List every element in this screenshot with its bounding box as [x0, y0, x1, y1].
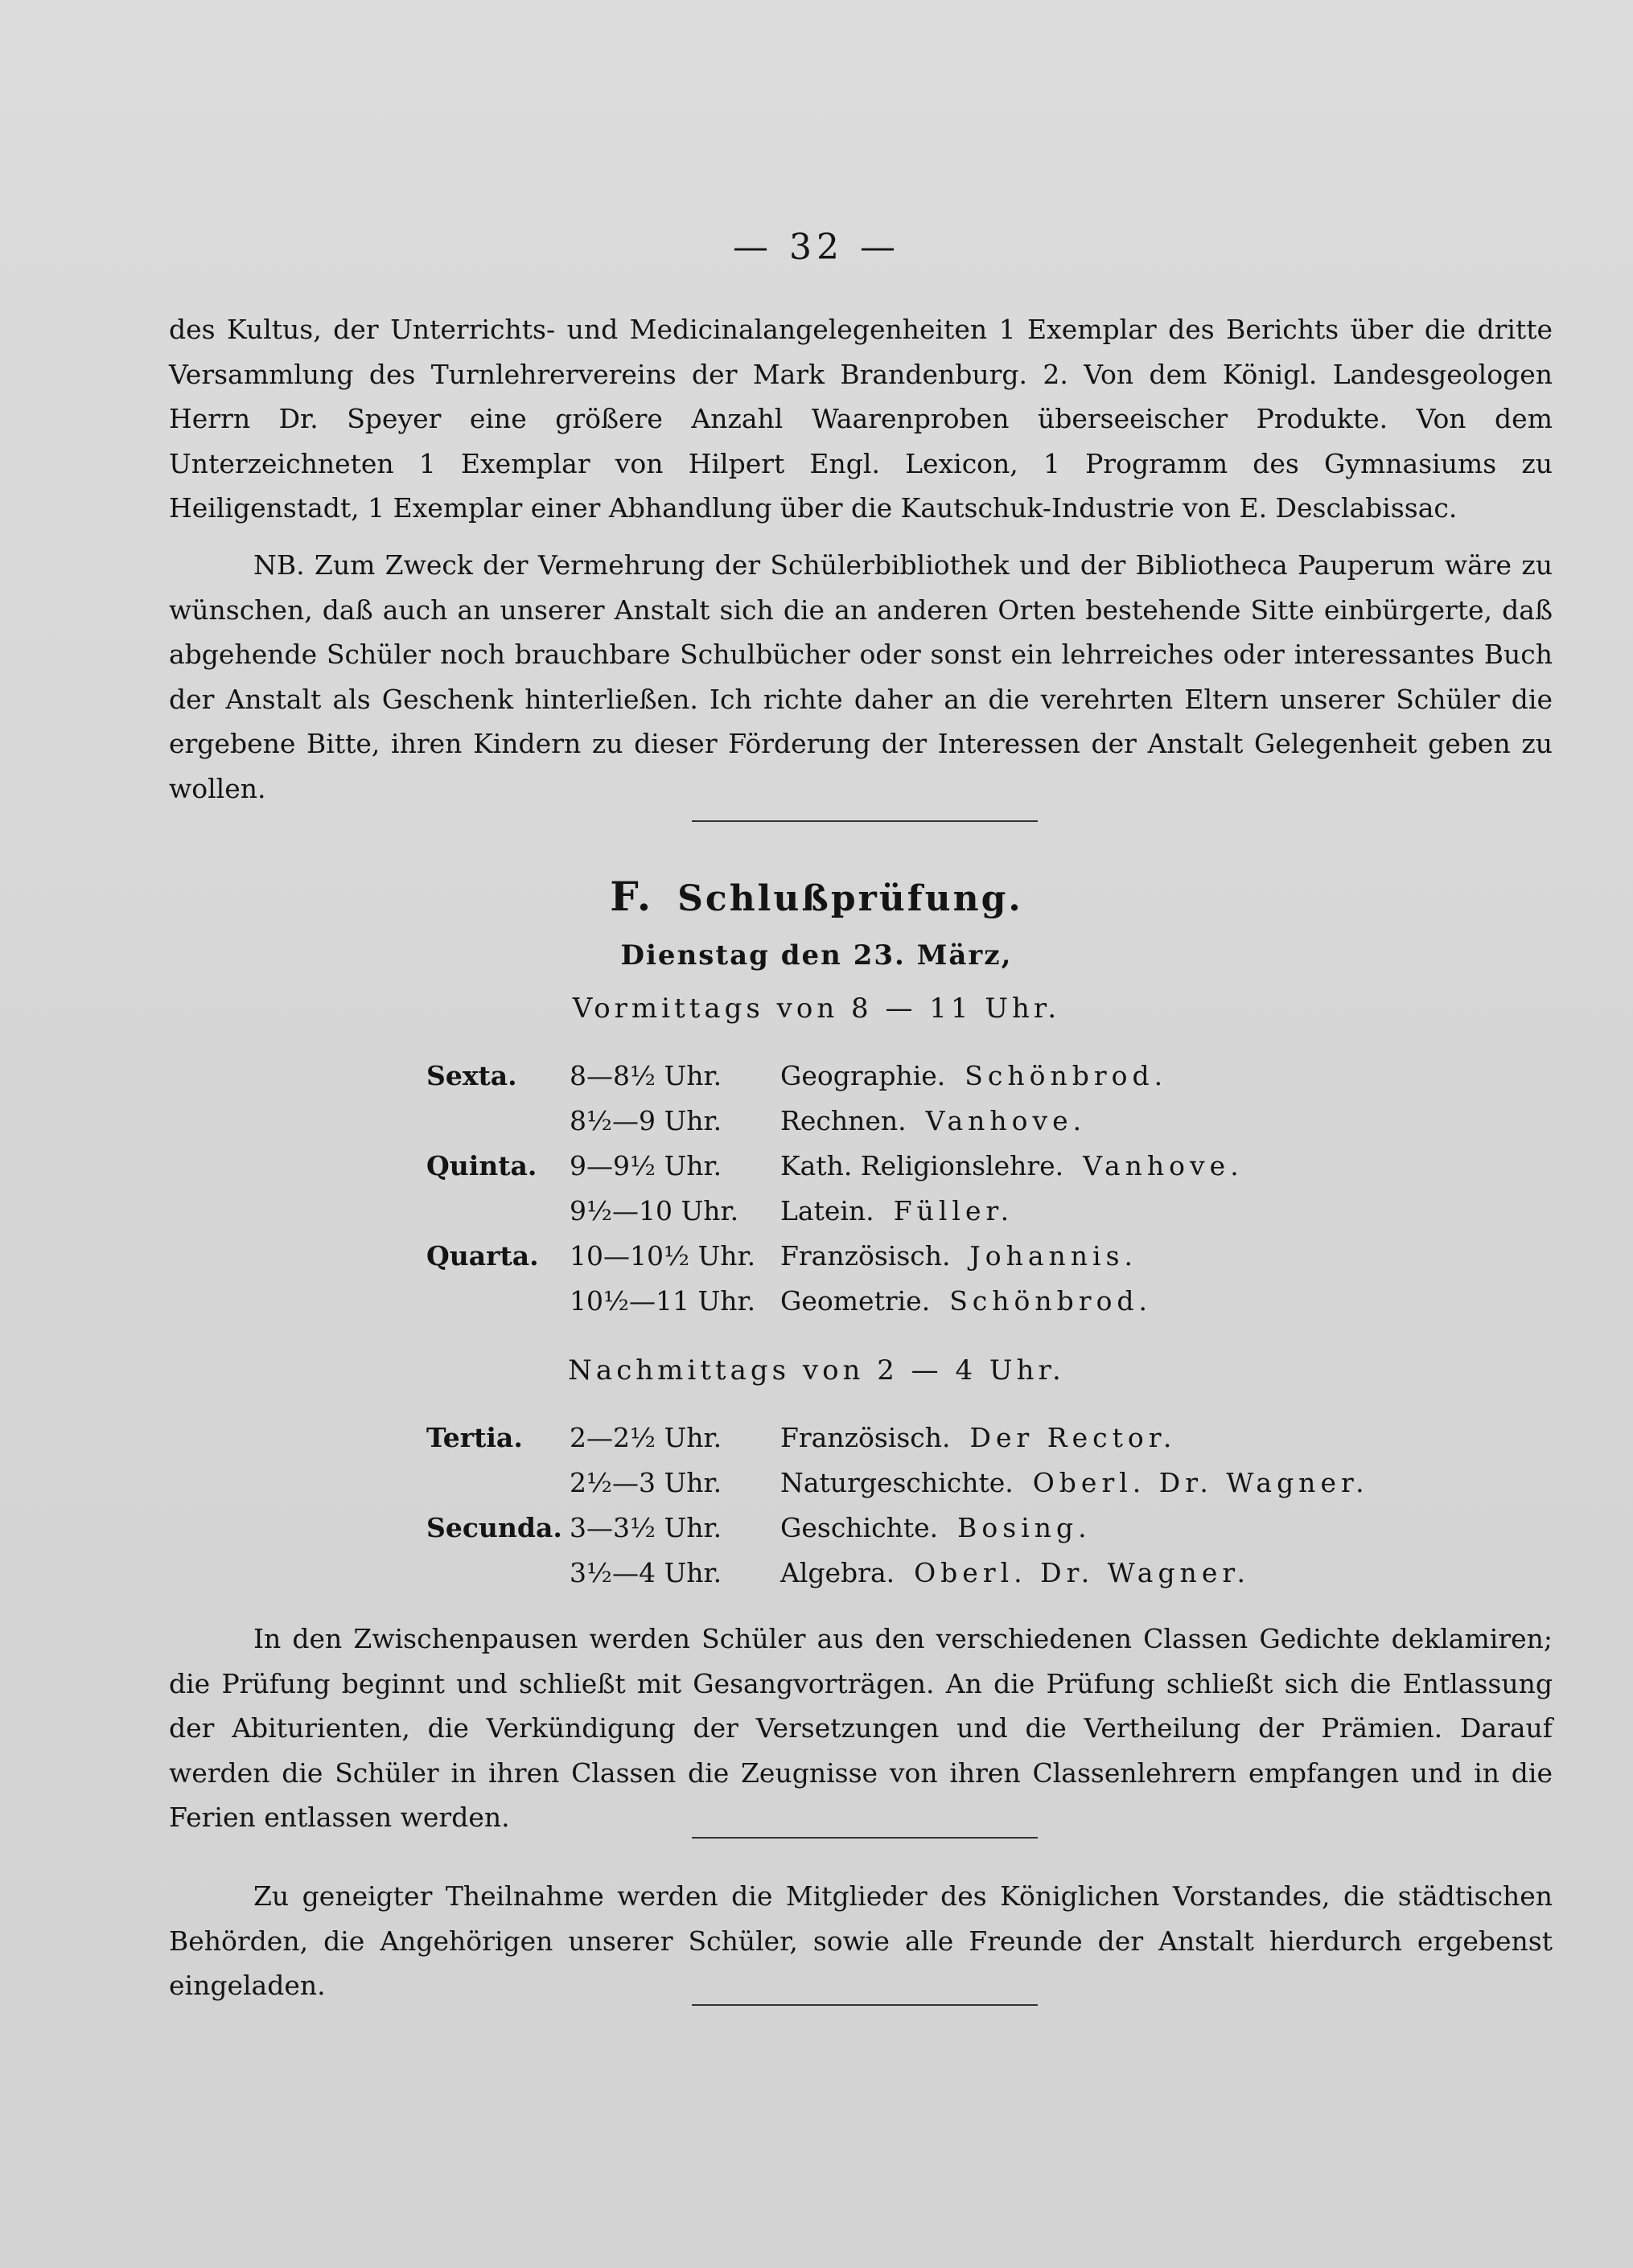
afternoon-heading: Nachmittags von 2 — 4 Uhr.: [568, 1354, 1065, 1387]
after-exam-text: In den Zwischenpausen werden Schüler aus den verschiedenen Classen Gedichte deklamiren; die Prüfung beginnt und schließt mit Gesangvorträgen. An die Prüfung schließt sich die Entlassung der Abiturienten, die Verkündigung der Versetzungen und die Vertheilung der Prämien. Darauf werden die Schüler in ihren Classen die Zeugnisse von ihren Classenlehrern empfangen und in die Ferien entlassen werden.: [169, 1623, 1553, 1833]
time-slot: 3—3½ Uhr.: [570, 1512, 722, 1543]
time-slot: 8½—9 Uhr.: [570, 1105, 722, 1136]
subject-cell: [780, 1415, 1176, 1461]
morning-heading: Vormittags von 8 — 11 Uhr.: [572, 992, 1061, 1025]
nb-text: NB. Zum Zweck der Vermehrung der Schülerbibliothek und der Bibliotheca Pauperum wäre zu wünschen, daß auch an unserer Anstalt sich die an anderen Orten bestehende Sitte einbürgerte, daß abgehende Schüler noch brauchbare Schulbücher oder sonst ein lehrreiches oder interessantes Buch der Anstalt als Geschenk hinterließen. Ich richte daher an die verehrten Eltern unserer Schüler die ergebene Bitte, ihren Kindern zu dieser Förderung der Interessen der Anstalt Gelegenheit geben zu wollen.: [169, 549, 1553, 804]
page-number: — 32 —: [733, 227, 900, 268]
teacher: Füller.: [893, 1195, 1014, 1226]
nb-paragraph: [169, 543, 1553, 811]
subject-cell: [780, 1189, 1014, 1234]
section-title-text: Schlußprüfung.: [677, 878, 1023, 919]
time-slot: 10½—11 Uhr.: [570, 1285, 756, 1317]
subject: Französisch.: [780, 1422, 951, 1453]
teacher: Der Rector.: [969, 1422, 1177, 1453]
time-slot: 9½—10 Uhr.: [570, 1195, 739, 1226]
subject: Kath. Religionslehre.: [780, 1150, 1064, 1181]
intro-text: des Kultus, der Unterrichts- und Medicinalangelegenheiten 1 Exemplar des Berichts über die dritte Versammlung des Turnlehrervereins der Mark Brandenburg. 2. Von dem Königl. Landesgeologen Herrn Dr. Speyer eine größere Anzahl Waarenproben überseeischer Produkte. Von dem Unterzeichneten 1 Exemplar von Hilpert Engl. Lexicon, 1 Programm des Gymnasiums zu Heiligenstadt, 1 Exemplar einer Abhandlung über die Kautschuk-Industrie von E. Desclabissac.: [169, 314, 1553, 524]
divider-rule: [692, 820, 1038, 822]
subject-cell: [780, 1506, 1092, 1551]
intro-paragraph: [169, 307, 1553, 531]
subject: Geschichte.: [780, 1512, 939, 1543]
time-slot: 8—8½ Uhr.: [570, 1060, 722, 1091]
class-name: Secunda.: [426, 1512, 562, 1543]
section-title: [0, 873, 1633, 920]
divider-rule: [692, 2004, 1038, 2006]
class-name: Tertia.: [426, 1422, 523, 1453]
subject-cell: [780, 1099, 1086, 1144]
time-slot: 10—10½ Uhr.: [570, 1240, 756, 1272]
subject: Geographie.: [780, 1060, 946, 1091]
time-slot: 2½—3 Uhr.: [570, 1467, 722, 1498]
subject-cell: [780, 1551, 1250, 1596]
exam-date: Dienstag den 23. März,: [620, 939, 1013, 972]
time-slot: 2—2½ Uhr.: [570, 1422, 722, 1453]
teacher: Schönbrod.: [965, 1060, 1168, 1091]
section-letter: F.: [610, 873, 654, 920]
subject-cell: [780, 1279, 1152, 1324]
teacher: Schönbrod.: [949, 1285, 1153, 1317]
after-exam-paragraph: [169, 1617, 1553, 1840]
teacher: Vanhove.: [925, 1105, 1087, 1136]
invitation-text: Zu geneigter Theilnahme werden die Mitglieder des Königlichen Vorstandes, die städtischen Behörden, die Angehörigen unserer Schüler, sowie alle Freunde der Anstalt hierdurch ergebenst eingeladen.: [169, 1880, 1553, 2001]
subject: Algebra.: [780, 1557, 895, 1588]
time-slot: 3½—4 Uhr.: [570, 1557, 722, 1588]
invitation-paragraph: [169, 1874, 1553, 2008]
divider-rule: [692, 1837, 1038, 1839]
subject-cell: [780, 1461, 1369, 1506]
subject-cell: [780, 1234, 1137, 1279]
subject: Französisch.: [780, 1240, 951, 1272]
class-name: Quinta.: [426, 1150, 537, 1181]
teacher: Oberl. Dr. Wagner.: [1032, 1467, 1369, 1498]
subject: Geometrie.: [780, 1285, 931, 1317]
class-name: Quarta.: [426, 1240, 539, 1272]
subject-cell: [780, 1144, 1244, 1189]
teacher: Oberl. Dr. Wagner.: [914, 1557, 1250, 1588]
teacher: Vanhove.: [1083, 1150, 1244, 1181]
time-slot: 9—9½ Uhr.: [570, 1150, 722, 1181]
subject: Rechnen.: [780, 1105, 907, 1136]
teacher: Bosing.: [957, 1512, 1092, 1543]
subject: Latein.: [780, 1195, 874, 1226]
class-name: Sexta.: [426, 1060, 517, 1091]
subject-cell: [780, 1054, 1167, 1099]
teacher: Johannis.: [969, 1240, 1138, 1272]
subject: Naturgeschichte.: [780, 1467, 1014, 1498]
